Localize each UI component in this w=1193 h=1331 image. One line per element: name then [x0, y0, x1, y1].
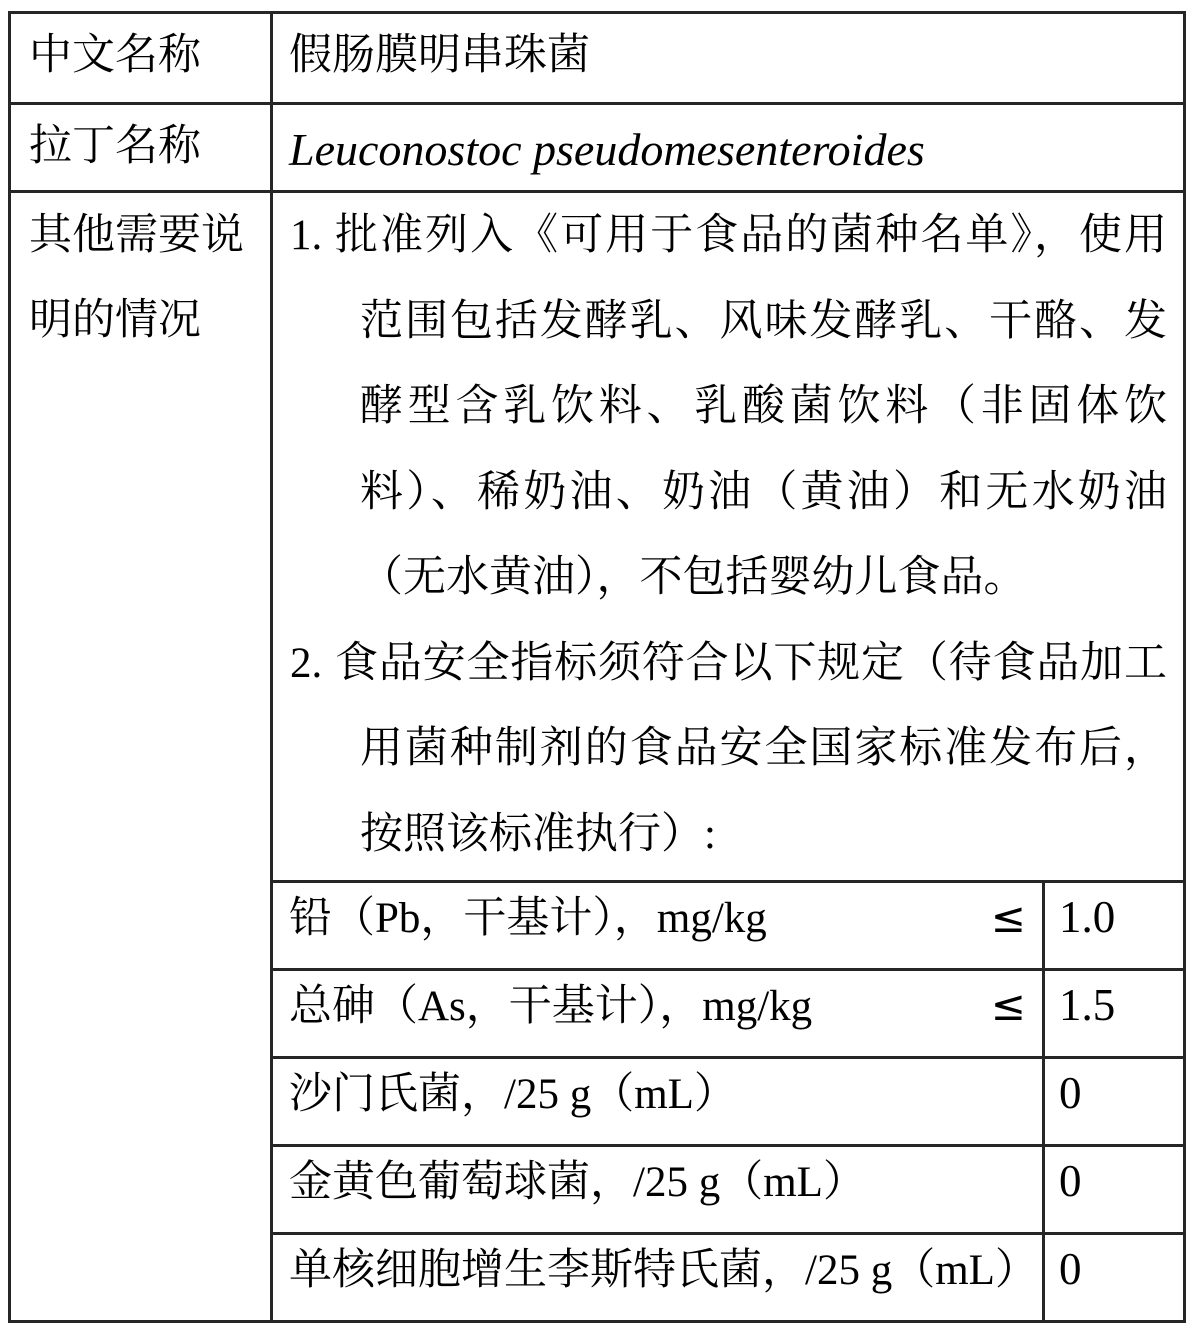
limit-item — [273, 1235, 1042, 1320]
chinese-name-value: 假肠膜明串珠菌 — [273, 14, 1183, 105]
limit-value: 0 — [1042, 1147, 1183, 1232]
note-number: 1. — [290, 212, 323, 259]
safety-limits-table — [273, 880, 1183, 1320]
limit-value: 1.0 — [1042, 883, 1183, 968]
notes-list — [273, 193, 1183, 877]
limit-name: 沙门氏菌，/25 g（mL） — [289, 1071, 737, 1118]
table-row — [273, 1056, 1183, 1144]
other-notes-content — [273, 193, 1183, 1320]
limit-item — [273, 971, 1042, 1056]
other-notes-label: 其他需要说明的情况 — [11, 193, 273, 1320]
limit-name: 金黄色葡萄球菌，/25 g（mL） — [289, 1159, 866, 1206]
limit-item — [273, 883, 1042, 968]
limit-item — [273, 1059, 1042, 1144]
table-row — [273, 968, 1183, 1056]
limit-value: 1.5 — [1042, 971, 1183, 1056]
limit-operator: ≤ — [990, 981, 1026, 1030]
note-item-1 — [273, 193, 1167, 621]
limit-value: 0 — [1042, 1235, 1183, 1320]
table-row — [273, 880, 1183, 968]
table-row — [273, 1144, 1183, 1232]
limit-name: 单核细胞增生李斯特氏菌，/25 g（mL） — [289, 1247, 1038, 1294]
latin-name-label: 拉丁名称 — [11, 105, 273, 193]
limit-operator: ≤ — [990, 893, 1026, 942]
limit-item — [273, 1147, 1042, 1232]
note-text: 批准列入《可用于食品的菌种名单》，使用范围包括发酵乳、风味发酵乳、干酪、发酵型含乳饮料、乳酸菌饮料（非固体饮料）、稀奶油、奶油（黄油）和无水奶油（无水黄油），不包括婴幼儿食品。 — [335, 212, 1167, 601]
limit-name: 铅（Pb，干基计），mg/kg — [289, 895, 767, 942]
note-item-2 — [273, 621, 1167, 878]
limit-value: 0 — [1042, 1059, 1183, 1144]
latin-name-value: Leuconostoc pseudomesenteroides — [273, 105, 1183, 193]
strain-info-table — [8, 11, 1186, 1323]
table-row — [273, 1232, 1183, 1320]
note-number: 2. — [290, 639, 323, 687]
limit-name: 总砷（As，干基计），mg/kg — [289, 983, 813, 1030]
note-text: 食品安全指标须符合以下规定（待食品加工用菌种制剂的食品安全国家标准发布后，按照该标准执行）: — [335, 639, 1167, 858]
chinese-name-label: 中文名称 — [11, 14, 273, 105]
